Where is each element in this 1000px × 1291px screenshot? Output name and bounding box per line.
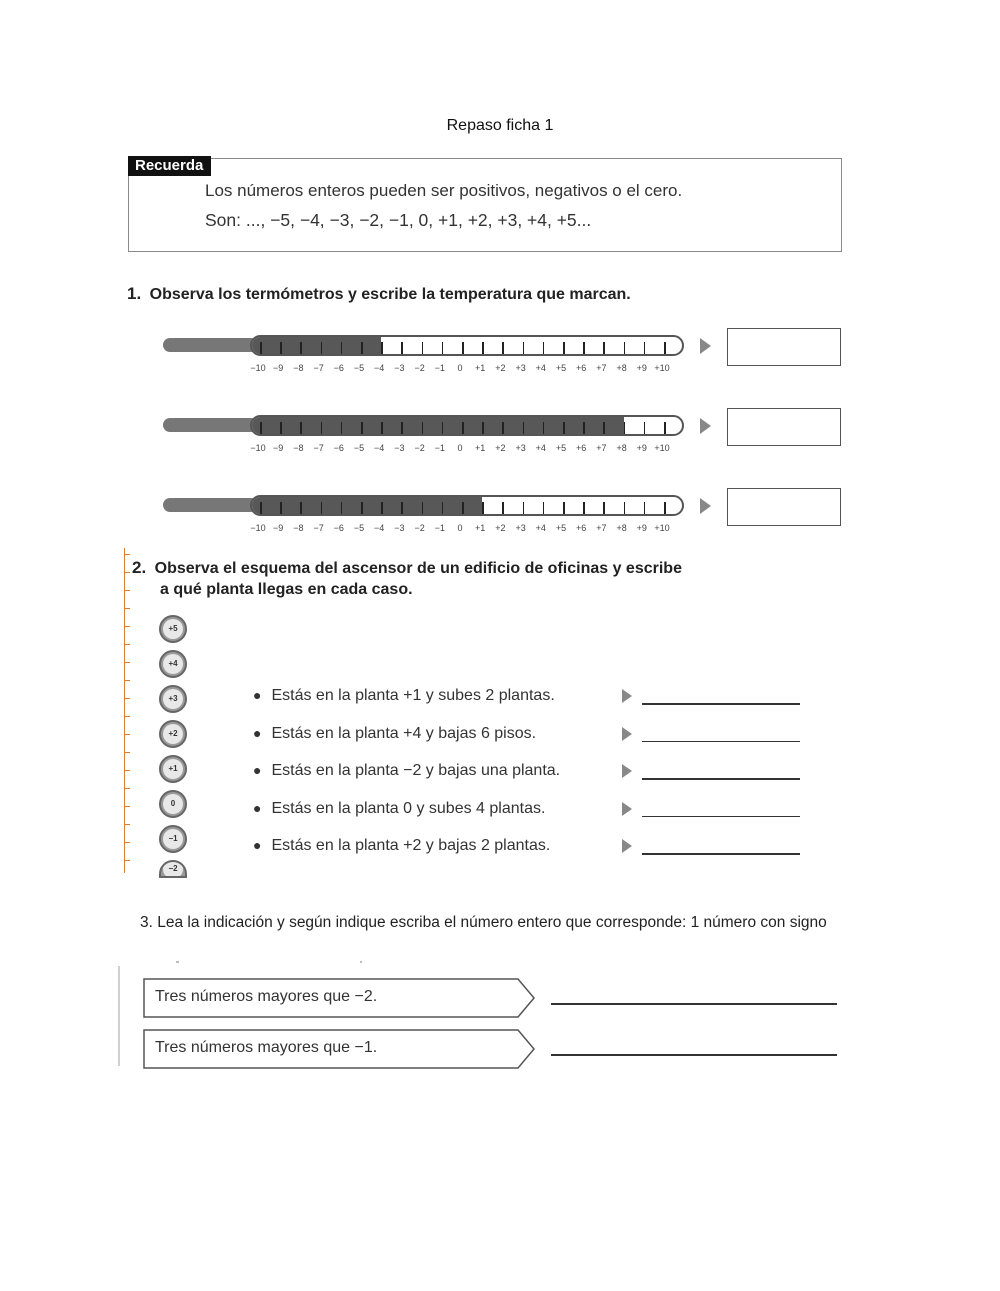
recuerda-box <box>128 158 842 252</box>
thermometer-tick <box>523 502 525 514</box>
scale-label: −10 <box>250 523 266 533</box>
bullet-icon: ● <box>253 724 262 741</box>
thermometer-tick <box>664 342 666 354</box>
ruler-tick <box>125 842 130 843</box>
list-item-text: Estás en la planta +2 y bajas 2 plantas. <box>271 837 551 854</box>
scale-label: −8 <box>293 443 304 453</box>
play-arrow-icon <box>700 498 711 514</box>
recuerda-line-2: Son: ..., −5, −4, −3, −2, −1, 0, +1, +2, +3, +4, +5... <box>205 210 592 230</box>
play-arrow-icon <box>622 764 632 778</box>
thermometer-tick <box>321 422 323 434</box>
exercise-1-number: 1. <box>127 284 142 303</box>
ruler-tick <box>125 860 130 861</box>
list-item-text: Estás en la planta −2 y bajas una planta. <box>271 762 561 779</box>
scale-label: −3 <box>394 363 405 373</box>
scale-label: −5 <box>353 443 365 453</box>
scale-label: +5 <box>555 443 567 453</box>
scale-label: +1 <box>475 363 486 373</box>
play-arrow-icon <box>622 839 632 853</box>
exercise-2-heading <box>132 558 682 578</box>
thermometer-tube <box>250 335 684 356</box>
play-arrow-icon <box>622 689 632 703</box>
thermometer-tick <box>603 502 605 514</box>
elevator-floor-button <box>159 650 187 678</box>
ruler-tick <box>125 806 130 807</box>
thermometer-tick <box>361 502 363 514</box>
list-item <box>253 837 550 855</box>
thermometer-tick <box>381 502 383 514</box>
play-arrow-icon <box>622 727 632 741</box>
thermometer-tick <box>401 502 403 514</box>
scale-label: −2 <box>414 523 425 533</box>
scale-label: 0 <box>457 363 463 373</box>
thermometer-tick <box>644 502 646 514</box>
thermometer-tick <box>603 422 605 434</box>
thermometer-bulb <box>163 498 258 512</box>
elevator-floor-button <box>159 860 187 878</box>
play-arrow-icon <box>700 338 711 354</box>
margin-ruler <box>124 548 131 873</box>
scale-label: +2 <box>495 443 506 453</box>
temperature-answer-box[interactable] <box>727 408 841 446</box>
scale-label: +8 <box>616 443 627 453</box>
thermometer-tick <box>260 342 262 354</box>
thermometer-tick <box>583 342 585 354</box>
scale-label: −6 <box>333 363 344 373</box>
exercise-2-title-line-1: Observa el esquema del ascensor de un edificio de oficinas y escribe <box>154 560 682 577</box>
scale-label: −9 <box>273 363 284 373</box>
crop-mark <box>176 961 179 963</box>
thermometer-tick <box>401 342 403 354</box>
scale-label: +9 <box>636 523 647 533</box>
thermometer-tick <box>482 422 484 434</box>
scale-label: +4 <box>535 523 546 533</box>
thermometer-tick <box>502 342 504 354</box>
scale-label: +8 <box>616 523 627 533</box>
scale-label: +2 <box>495 363 506 373</box>
elevator-floor-button <box>159 685 187 713</box>
thermometer-tick <box>583 502 585 514</box>
elevator-floor-label: +3 <box>163 689 183 709</box>
floor-answer-line[interactable] <box>642 741 800 743</box>
scale-label: +8 <box>616 363 627 373</box>
scale-label: −10 <box>250 363 266 373</box>
scale-label: −9 <box>273 523 284 533</box>
scale-label: +10 <box>654 443 670 453</box>
thermometer-tick <box>502 502 504 514</box>
page-title: Repaso ficha 1 <box>446 117 554 134</box>
thermometer-tick <box>462 422 464 434</box>
scale-label: +9 <box>636 363 647 373</box>
scale-label: −3 <box>394 443 405 453</box>
scale-label: +4 <box>535 443 546 453</box>
thermometer-tick <box>280 342 282 354</box>
thermometer-tick <box>523 342 525 354</box>
thermometer-tick <box>260 502 262 514</box>
thermometer-tick <box>603 342 605 354</box>
thermometer-tick <box>422 502 424 514</box>
scale-label: +7 <box>596 523 607 533</box>
thermometer-tick <box>300 502 302 514</box>
scale-label: +10 <box>654 523 670 533</box>
thermometer-bulb <box>163 338 258 352</box>
list-item <box>253 762 560 780</box>
thermometer-tick <box>401 422 403 434</box>
elevator-floor-button <box>159 755 187 783</box>
floor-answer-line[interactable] <box>642 816 800 818</box>
scale-label: −10 <box>250 443 266 453</box>
scale-label: +3 <box>515 363 526 373</box>
scale-label: −2 <box>414 443 425 453</box>
crop-mark <box>360 961 362 963</box>
thermometer-tick <box>624 502 626 514</box>
scale-label: −4 <box>374 523 385 533</box>
scale-label: −7 <box>313 363 324 373</box>
scale-label: +4 <box>535 363 546 373</box>
thermometer-tick <box>341 502 343 514</box>
thermometer-tick <box>260 422 262 434</box>
thermometer-bulb <box>163 418 258 432</box>
exercise-3-instruction: 3. Lea la indicación y según indique escriba el número entero que corresponde: 1 número con signo <box>140 914 827 931</box>
ruler-tick <box>125 626 130 627</box>
scale-label: 0 <box>457 523 463 533</box>
elevator-floor-label: +1 <box>163 759 183 779</box>
number-answer-line[interactable] <box>551 1003 837 1005</box>
thermometer-tick <box>381 342 383 354</box>
thermometer-tick <box>664 422 666 434</box>
scale-label: +5 <box>555 363 567 373</box>
scale-label: +10 <box>654 363 670 373</box>
thermometer-tick <box>422 422 424 434</box>
thermometer-tick <box>563 502 565 514</box>
thermometer-tick <box>321 502 323 514</box>
elevator-floor-label: −1 <box>163 829 183 849</box>
number-answer-line[interactable] <box>551 1054 837 1056</box>
ruler-tick <box>125 608 130 609</box>
scale-label: +3 <box>515 443 526 453</box>
thermometer-tube <box>250 415 684 436</box>
scale-label: −5 <box>353 363 365 373</box>
thermometer-tube <box>250 495 684 516</box>
ruler-tick <box>125 734 130 735</box>
exercise-1-heading <box>127 284 631 304</box>
scale-label: +3 <box>515 523 526 533</box>
elevator-floor-label: +5 <box>163 619 183 639</box>
elevator-floor-label: −2 <box>163 860 183 878</box>
ruler-tick <box>125 644 130 645</box>
scale-label: +5 <box>555 523 567 533</box>
scale-label: −4 <box>374 443 385 453</box>
scale-label: −7 <box>313 523 324 533</box>
floor-answer-line[interactable] <box>642 703 800 705</box>
thermometer-tick <box>442 502 444 514</box>
thermometer-tick <box>624 342 626 354</box>
thermometer-tick <box>280 502 282 514</box>
thermometer-tick <box>300 422 302 434</box>
elevator-floor-button <box>159 615 187 643</box>
bullet-icon: ● <box>253 837 262 853</box>
elevator-floor-label: +4 <box>163 654 183 674</box>
scale-label: +1 <box>475 443 486 453</box>
scale-label: 0 <box>457 443 463 453</box>
list-item-text: Estás en la planta 0 y subes 4 plantas. <box>271 799 546 817</box>
ruler-tick <box>125 698 130 699</box>
ruler-tick <box>125 680 130 681</box>
list-item <box>253 687 555 705</box>
temperature-answer-box[interactable] <box>727 328 841 366</box>
ruler-tick <box>125 554 130 555</box>
scale-label: −4 <box>374 363 385 373</box>
scale-label: −1 <box>434 443 445 453</box>
scale-label: −6 <box>333 523 344 533</box>
scale-label: +6 <box>576 443 587 453</box>
bullet-icon: ● <box>253 799 262 816</box>
scale-label: −1 <box>434 523 445 533</box>
scale-label: +6 <box>576 363 587 373</box>
temperature-answer-box[interactable] <box>727 488 841 526</box>
scale-label: −6 <box>333 443 344 453</box>
thermometer-tick <box>644 422 646 434</box>
list-item-text: Estás en la planta +1 y subes 2 plantas. <box>271 687 555 704</box>
thermometer-tick <box>583 422 585 434</box>
thermometer-tick <box>462 342 464 354</box>
elevator-floor-label: +2 <box>163 724 183 744</box>
scale-label: −2 <box>414 363 425 373</box>
list-item <box>253 800 545 818</box>
scale-label: −5 <box>353 523 365 533</box>
thermometer-tick <box>381 422 383 434</box>
elevator-floor-button <box>159 720 187 748</box>
scale-label: −9 <box>273 443 284 453</box>
scale-label: +7 <box>596 443 607 453</box>
ruler-tick <box>125 662 130 663</box>
scale-label: −8 <box>293 523 304 533</box>
thermometer-tick <box>341 422 343 434</box>
thermometer-tick <box>462 502 464 514</box>
scale-label: +6 <box>576 523 587 533</box>
scale-label: −8 <box>293 363 304 373</box>
thermometer-tick <box>361 342 363 354</box>
ruler-tick <box>125 752 130 753</box>
prompt-text: Tres números mayores que −2. <box>155 988 378 1005</box>
elevator-floor-button <box>159 825 187 853</box>
ruler-tick <box>125 770 130 771</box>
exercise-2-number: 2. <box>132 558 147 577</box>
thermometer-tick <box>624 422 626 434</box>
thermometer-tick <box>543 422 545 434</box>
thermometer-tick <box>543 502 545 514</box>
thermometer-tick <box>361 422 363 434</box>
thermometer-tick <box>563 342 565 354</box>
ruler-tick <box>125 590 130 591</box>
bullet-icon: ● <box>253 687 262 703</box>
recuerda-tag: Recuerda <box>128 156 211 176</box>
scale-label: −7 <box>313 443 324 453</box>
thermometer-tick <box>523 422 525 434</box>
crop-edge-left <box>118 966 120 1066</box>
thermometer-tick <box>482 502 484 514</box>
play-arrow-icon <box>700 418 711 434</box>
scale-label: −3 <box>394 523 405 533</box>
list-item <box>253 725 536 743</box>
thermometer-tick <box>442 342 444 354</box>
prompt-text: Tres números mayores que −1. <box>155 1039 378 1056</box>
thermometer-tick <box>442 422 444 434</box>
scale-label: −1 <box>434 363 445 373</box>
bullet-icon: ● <box>253 762 262 778</box>
thermometer-tick <box>422 342 424 354</box>
thermometer-tick <box>502 422 504 434</box>
exercise-2-title-line-2: a qué planta llegas en cada caso. <box>160 581 413 598</box>
thermometer-tick <box>482 342 484 354</box>
list-item-text: Estás en la planta +4 y bajas 6 pisos. <box>271 724 537 742</box>
thermometer-tick <box>644 342 646 354</box>
ruler-tick <box>125 572 130 573</box>
scale-label: +2 <box>495 523 506 533</box>
scale-label: +1 <box>475 523 486 533</box>
scale-label: +9 <box>636 443 647 453</box>
elevator-floor-label: 0 <box>163 794 183 814</box>
ruler-tick <box>125 788 130 789</box>
thermometer-tick <box>300 342 302 354</box>
thermometer-tick <box>563 422 565 434</box>
ruler-tick <box>125 824 130 825</box>
exercise-1-title: Observa los termómetros y escribe la temperatura que marcan. <box>149 286 631 303</box>
scale-label: +7 <box>596 363 607 373</box>
floor-answer-line[interactable] <box>642 853 800 855</box>
ruler-tick <box>125 716 130 717</box>
thermometer-tick <box>321 342 323 354</box>
thermometer-tick <box>543 342 545 354</box>
play-arrow-icon <box>622 802 632 816</box>
elevator-floor-button <box>159 790 187 818</box>
thermometer-tick <box>280 422 282 434</box>
recuerda-line-1: Los números enteros pueden ser positivos, negativos o el cero. <box>205 181 683 200</box>
floor-answer-line[interactable] <box>642 778 800 780</box>
thermometer-tick <box>341 342 343 354</box>
thermometer-tick <box>664 502 666 514</box>
